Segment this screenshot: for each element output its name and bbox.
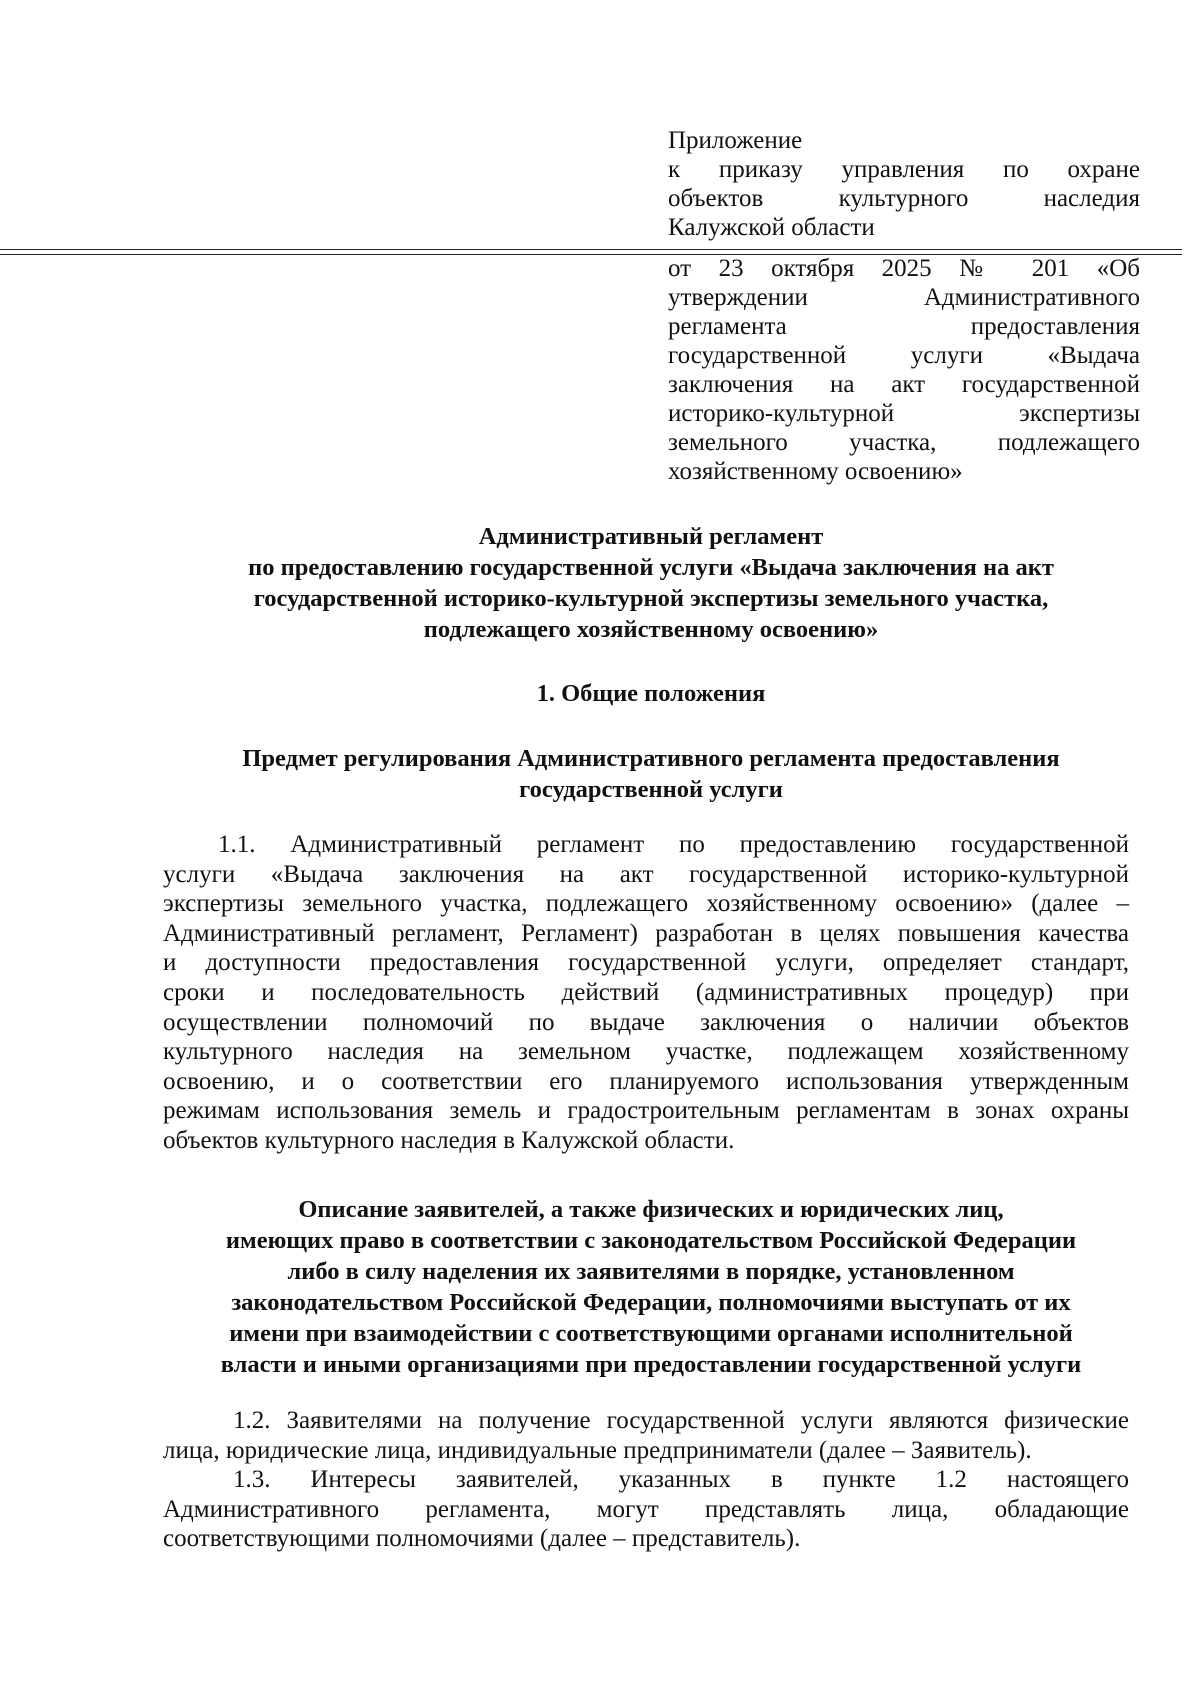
- subsection-line: Предмет регулирования Административного регламента предоставления: [242, 745, 1060, 772]
- appendix-line: историко-культурной экспертизы: [668, 400, 1140, 427]
- title-line: по предоставлению государственной услуги «Выдача заключения на акт: [248, 554, 1054, 581]
- paragraph-line: экспертизы земельного участка, подлежащего хозяйственному освоению» (далее –: [163, 890, 1129, 918]
- appendix-order-reference: [668, 254, 1140, 486]
- horizontal-rule-upper: [0, 249, 1182, 250]
- section-heading: [170, 678, 1132, 709]
- subsection-line: имеющих право в соответствии с законодательством Российской Федерации: [225, 1227, 1077, 1254]
- paragraph-line: 1.1. Административный регламент по предоставлению государственной: [218, 831, 1129, 858]
- paragraph-line: осуществлении полномочий по выдаче заключения о наличии объектов: [163, 1008, 1129, 1036]
- section-heading-text: 1. Общие положения: [536, 680, 766, 707]
- paragraph-1-2: [163, 1406, 1129, 1465]
- subsection-line: Описание заявителей, а также физических и юридических лиц,: [298, 1196, 1004, 1223]
- subsection-line: имени при взаимодействии с соответствующими органами исполнительной: [229, 1320, 1073, 1347]
- paragraph-line: услуги «Выдача заключения на акт государственной историко-культурной: [163, 860, 1129, 888]
- paragraph-line: 1.2. Заявителями на получение государственной услуги являются физические: [233, 1407, 1129, 1434]
- subsection-heading-subject: [170, 743, 1132, 805]
- paragraph-line: культурного наследия на земельном участке, подлежащем хозяйственному: [163, 1038, 1129, 1066]
- appendix-label: Приложение: [668, 127, 803, 154]
- appendix-line: заключения на акт государственной: [668, 371, 1140, 398]
- appendix-line: от 23 октября 2025 № 201 «Об: [668, 255, 1140, 282]
- document-title: [170, 521, 1132, 645]
- paragraph-line: Административный регламент, Регламент) разработан в целях повышения качества: [163, 919, 1129, 947]
- paragraph-1-3: [163, 1465, 1129, 1554]
- paragraph-line: сроки и последовательность действий (административных процедур) при: [163, 978, 1129, 1006]
- paragraph-line: режимам использования земель и градостроительным регламентам в зонах охраны: [163, 1097, 1129, 1125]
- paragraph-1-1: [163, 830, 1129, 1156]
- appendix-block: [668, 126, 1140, 242]
- paragraph-line: Административного регламента, могут представлять лица, обладающие: [163, 1495, 1129, 1523]
- title-line: подлежащего хозяйственному освоению»: [423, 616, 879, 643]
- appendix-line: Калужской области: [668, 214, 875, 241]
- paragraph-line: соответствующими полномочиями (далее – представитель).: [163, 1525, 801, 1553]
- paragraph-line: 1.3. Интересы заявителей, указанных в пункте 1.2 настоящего: [233, 1466, 1129, 1493]
- subsection-heading-applicants: [170, 1194, 1132, 1380]
- appendix-line: государственной услуги «Выдача: [668, 342, 1140, 369]
- title-line: Административный регламент: [478, 523, 824, 550]
- appendix-line: утверждении Административного: [668, 284, 1140, 311]
- subsection-line: власти и иными организациями при предоставлении государственной услуги: [220, 1351, 1082, 1378]
- paragraph-line: и доступности предоставления государственной услуги, определяет стандарт,: [163, 949, 1129, 977]
- appendix-line: объектов культурного наследия: [668, 185, 1140, 212]
- subsection-line: государственной услуги: [519, 776, 783, 803]
- title-line: государственной историко-культурной экспертизы земельного участка,: [253, 585, 1049, 612]
- appendix-line: земельного участка, подлежащего: [668, 429, 1140, 456]
- paragraph-line: освоению, и о соответствии его планируемого использования утвержденным: [163, 1067, 1129, 1095]
- paragraph-line: объектов культурного наследия в Калужской области.: [163, 1126, 735, 1154]
- subsection-line: либо в силу наделения их заявителями в порядке, установленном: [287, 1258, 1015, 1285]
- appendix-line: регламента предоставления: [668, 313, 1140, 340]
- appendix-line: к приказу управления по охране: [668, 156, 1140, 183]
- paragraph-line: лица, юридические лица, индивидуальные предприниматели (далее – Заявитель).: [163, 1436, 1032, 1464]
- subsection-line: законодательством Российской Федерации, полномочиями выступать от их: [231, 1289, 1071, 1316]
- appendix-line: хозяйственному освоению»: [668, 458, 963, 485]
